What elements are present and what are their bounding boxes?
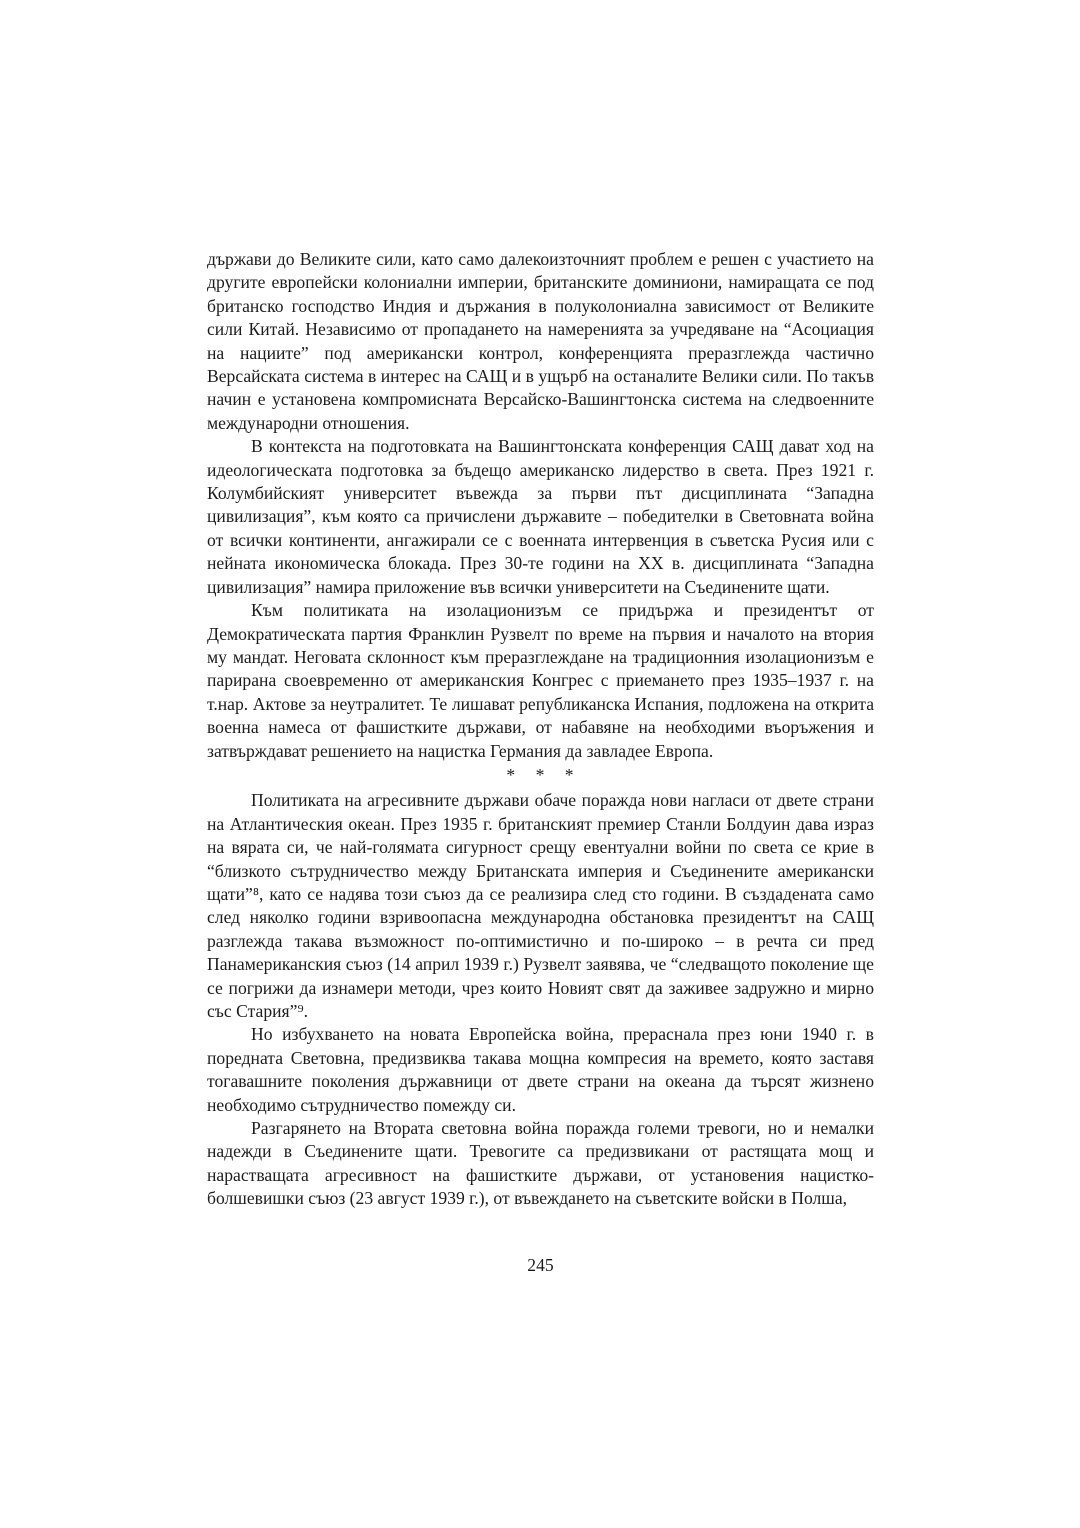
page-number: 245 (527, 1255, 554, 1275)
paragraph: държави до Великите сили, като само далекоизточният проблем е решен с участието на другите европейски колониални империи, британските доминиони, намиращата се под британско господство Индия и държания в полуколониална зависимост от Великите сили Китай. Независимо от пропадането на намеренията за учредяване на “Асоциация на нациите” под американски контрол, конференцията преразглежда частично Версайската система в интерес на САЩ и в ущърб на останалите Велики сили. По такъв начин е установена компромисната Версайско-Вашингтонска система на следвоенните международни отношения. (207, 249, 874, 433)
paragraph: Но избухването на новата Европейска война, прераснала през юни 1940 г. в поредната Световна, предизвиква такава мощна компресия на времето, която заставя тогавашните поколения държавници от двете страни на океана да търсят жизнено необходимо сътрудничество помежду си. (207, 1024, 874, 1115)
paragraph: Разгарянето на Втората световна война поражда големи тревоги, но и немалки надежди в Съединените щати. Тревогите са предизвикани от растящата мощ и нарастващата агресивност на фашистките държави, от установения нацистко-болшевишки съюз (23 август 1939 г.), от въвеждането на съветските войски в Полша, (207, 1118, 874, 1209)
paragraph: Политиката на агресивните държави обаче поражда нови нагласи от двете страни на Атлантическия океан. През 1935 г. британският премиер Станли Болдуин дава израз на вярата си, че най-голямата сигурност срещу евентуални войни по света се крие в “близкото сътрудничество между Британската империя и Съединените американски щати”⁸, като се надява този съюз да се реализира след сто години. В създадената само след няколко години взривоопасна международна обстановка президентът на САЩ разглежда такава възможност по-оптимистично и по-широко – в речта си пред Панамериканския съюз (14 април 1939 г.) Рузвелт заявява, че “следващото поколение ще се погрижи да изнамери методи, чрез които Новият свят да заживее задружно и мирно със Стария”⁹. (207, 790, 874, 1021)
section-separator: * * * (506, 764, 575, 785)
paragraph: В контекста на подготовката на Вашингтонската конференция САЩ дават ход на идеологическата подготовка за бъдещо американско лидерство в света. През 1921 г. Колумбийският университет въвежда за първи път дисциплината “Западна цивилизация”, към която са причислени държавите – победителки в Световната война от всички континенти, ангажирали се с военната интервенция в съветска Русия или с нейната икономическа блокада. През 30-те години на ХХ в. дисциплината “Западна цивилизация” намира приложение във всички университети на Съединените щати. (207, 436, 874, 597)
text-block (207, 248, 874, 1211)
paragraph: Към политиката на изолационизъм се придържа и президентът от Демократическата партия Франклин Рузвелт по време на първия и началото на втория му мандат. Неговата склонност към преразглеждане на традиционния изолационизъм е парирана своевременно от американския Конгрес с приемането през 1935–1937 г. на т.нар. Актове за неутралитет. Те лишават републиканска Испания, подложена на открита военна намеса от фашистките държави, от набавяне на необходими въоръжения и затвърждават решението на нацистка Германия да завладее Европа. (207, 600, 874, 761)
